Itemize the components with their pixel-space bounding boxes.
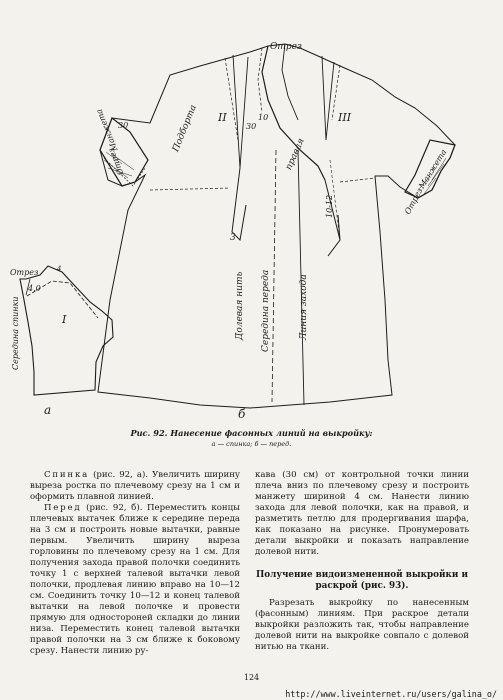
label-otrez-top: Отрез: [270, 42, 302, 52]
label-otrez-right: Отрез: [403, 186, 425, 216]
term-spinka: Спинка: [44, 470, 90, 480]
label-10: 10: [258, 113, 269, 122]
paragraph-continued: кава (30 см) от контрольной точки линии плеча вниз по плечевому срезу и построить манжету шириной 4 см. Нанести линию захода для левой полочки, как на правой, и разметить петлю для продергивания шарфа, как показано на рисунке. Пронумеровать детали выкройки и показать направление долевой нити.: [255, 470, 469, 557]
label-roman-ii: II: [218, 111, 227, 124]
label-4: 4: [57, 265, 62, 273]
term-pered: Перед: [44, 503, 82, 513]
label-10-12: 10-12: [325, 194, 334, 218]
paragraph-spinka: [30, 470, 240, 503]
page-number: 124: [243, 673, 260, 682]
caption-legend: а — спинка; б — перед.: [211, 440, 292, 448]
label-roman-iii: III: [338, 111, 352, 124]
caption-title: Рис. 92. Нанесение фасонных линий на выкройку:: [130, 428, 373, 438]
label-a: а: [44, 403, 52, 417]
paragraph-cutting: Разрезать выкройку по нанесенным (фасонным) линиям. При раскрое детали выкройки разложить так, чтобы направление долевой нити на выкройке совпало с долевой нитью на ткани.: [255, 598, 469, 652]
paragraph-pered-text: (рис. 92, б). Переместить концы плечевых вытачек ближе к середине переда на 3 см и построить новые вытачки, равные первым. Увеличить ширину выреза горловины по плечевому срезу на 1 см. Для получения захода правой полочки соединить точку 1 с верхней талевой вытачки левой полочки, продлевая линию вправо на 10—12 см. Соединить точку 10—12 и конец талевой вытачки на левой полочке и провести прямую для одностороней складки до линии низа. Переместить конец талевой вытачки правой полочки на 3 см ближе к боковому срезу. Нанести линию ру-: [30, 503, 240, 656]
label-3: 3: [230, 233, 236, 243]
label-seredina-spinki: Середина спинки: [11, 296, 20, 370]
center-front-line: [272, 150, 276, 402]
figure-caption: [0, 428, 503, 448]
source-url: http://www.liveinternet.ru/users/galina_o/: [285, 689, 497, 699]
right-column: [255, 470, 469, 653]
left-column: [30, 470, 240, 657]
label-doleva-nit: Долевая нить: [235, 271, 245, 340]
label-roman-i: I: [62, 313, 67, 326]
section-heading: Получение видоизмененной выкройки и раскрой (рис. 93).: [255, 570, 469, 591]
label-30-center: 30: [246, 122, 257, 131]
label-podborta: Подборта: [171, 103, 199, 154]
label-seredina-pereda: Середина переда: [261, 269, 271, 352]
front-pattern-outline: [98, 44, 455, 408]
label-pravaya: правая: [284, 136, 307, 172]
waist-line: [150, 178, 375, 190]
paragraph-spinka-text: (рис. 92, а). Увеличить ширину выреза ростка по плечевому срезу на 1 см и оформить плавной линией.: [30, 470, 240, 502]
label-kokiletka: 4,0: [28, 284, 41, 293]
label-b: б: [238, 407, 246, 421]
label-manzheta-right: Манжета: [417, 147, 449, 191]
label-liniya-zahoda: Линия захода: [299, 274, 309, 340]
label-otrez-back: Отрез: [10, 268, 39, 277]
paragraph-pered: [30, 503, 240, 657]
label-otrez-left-sleeve: Отрез: [106, 146, 126, 177]
label-30-left: 30: [118, 121, 129, 130]
shoulder-darts: [233, 55, 334, 168]
label-manzheta-left: Манжета: [94, 107, 120, 153]
